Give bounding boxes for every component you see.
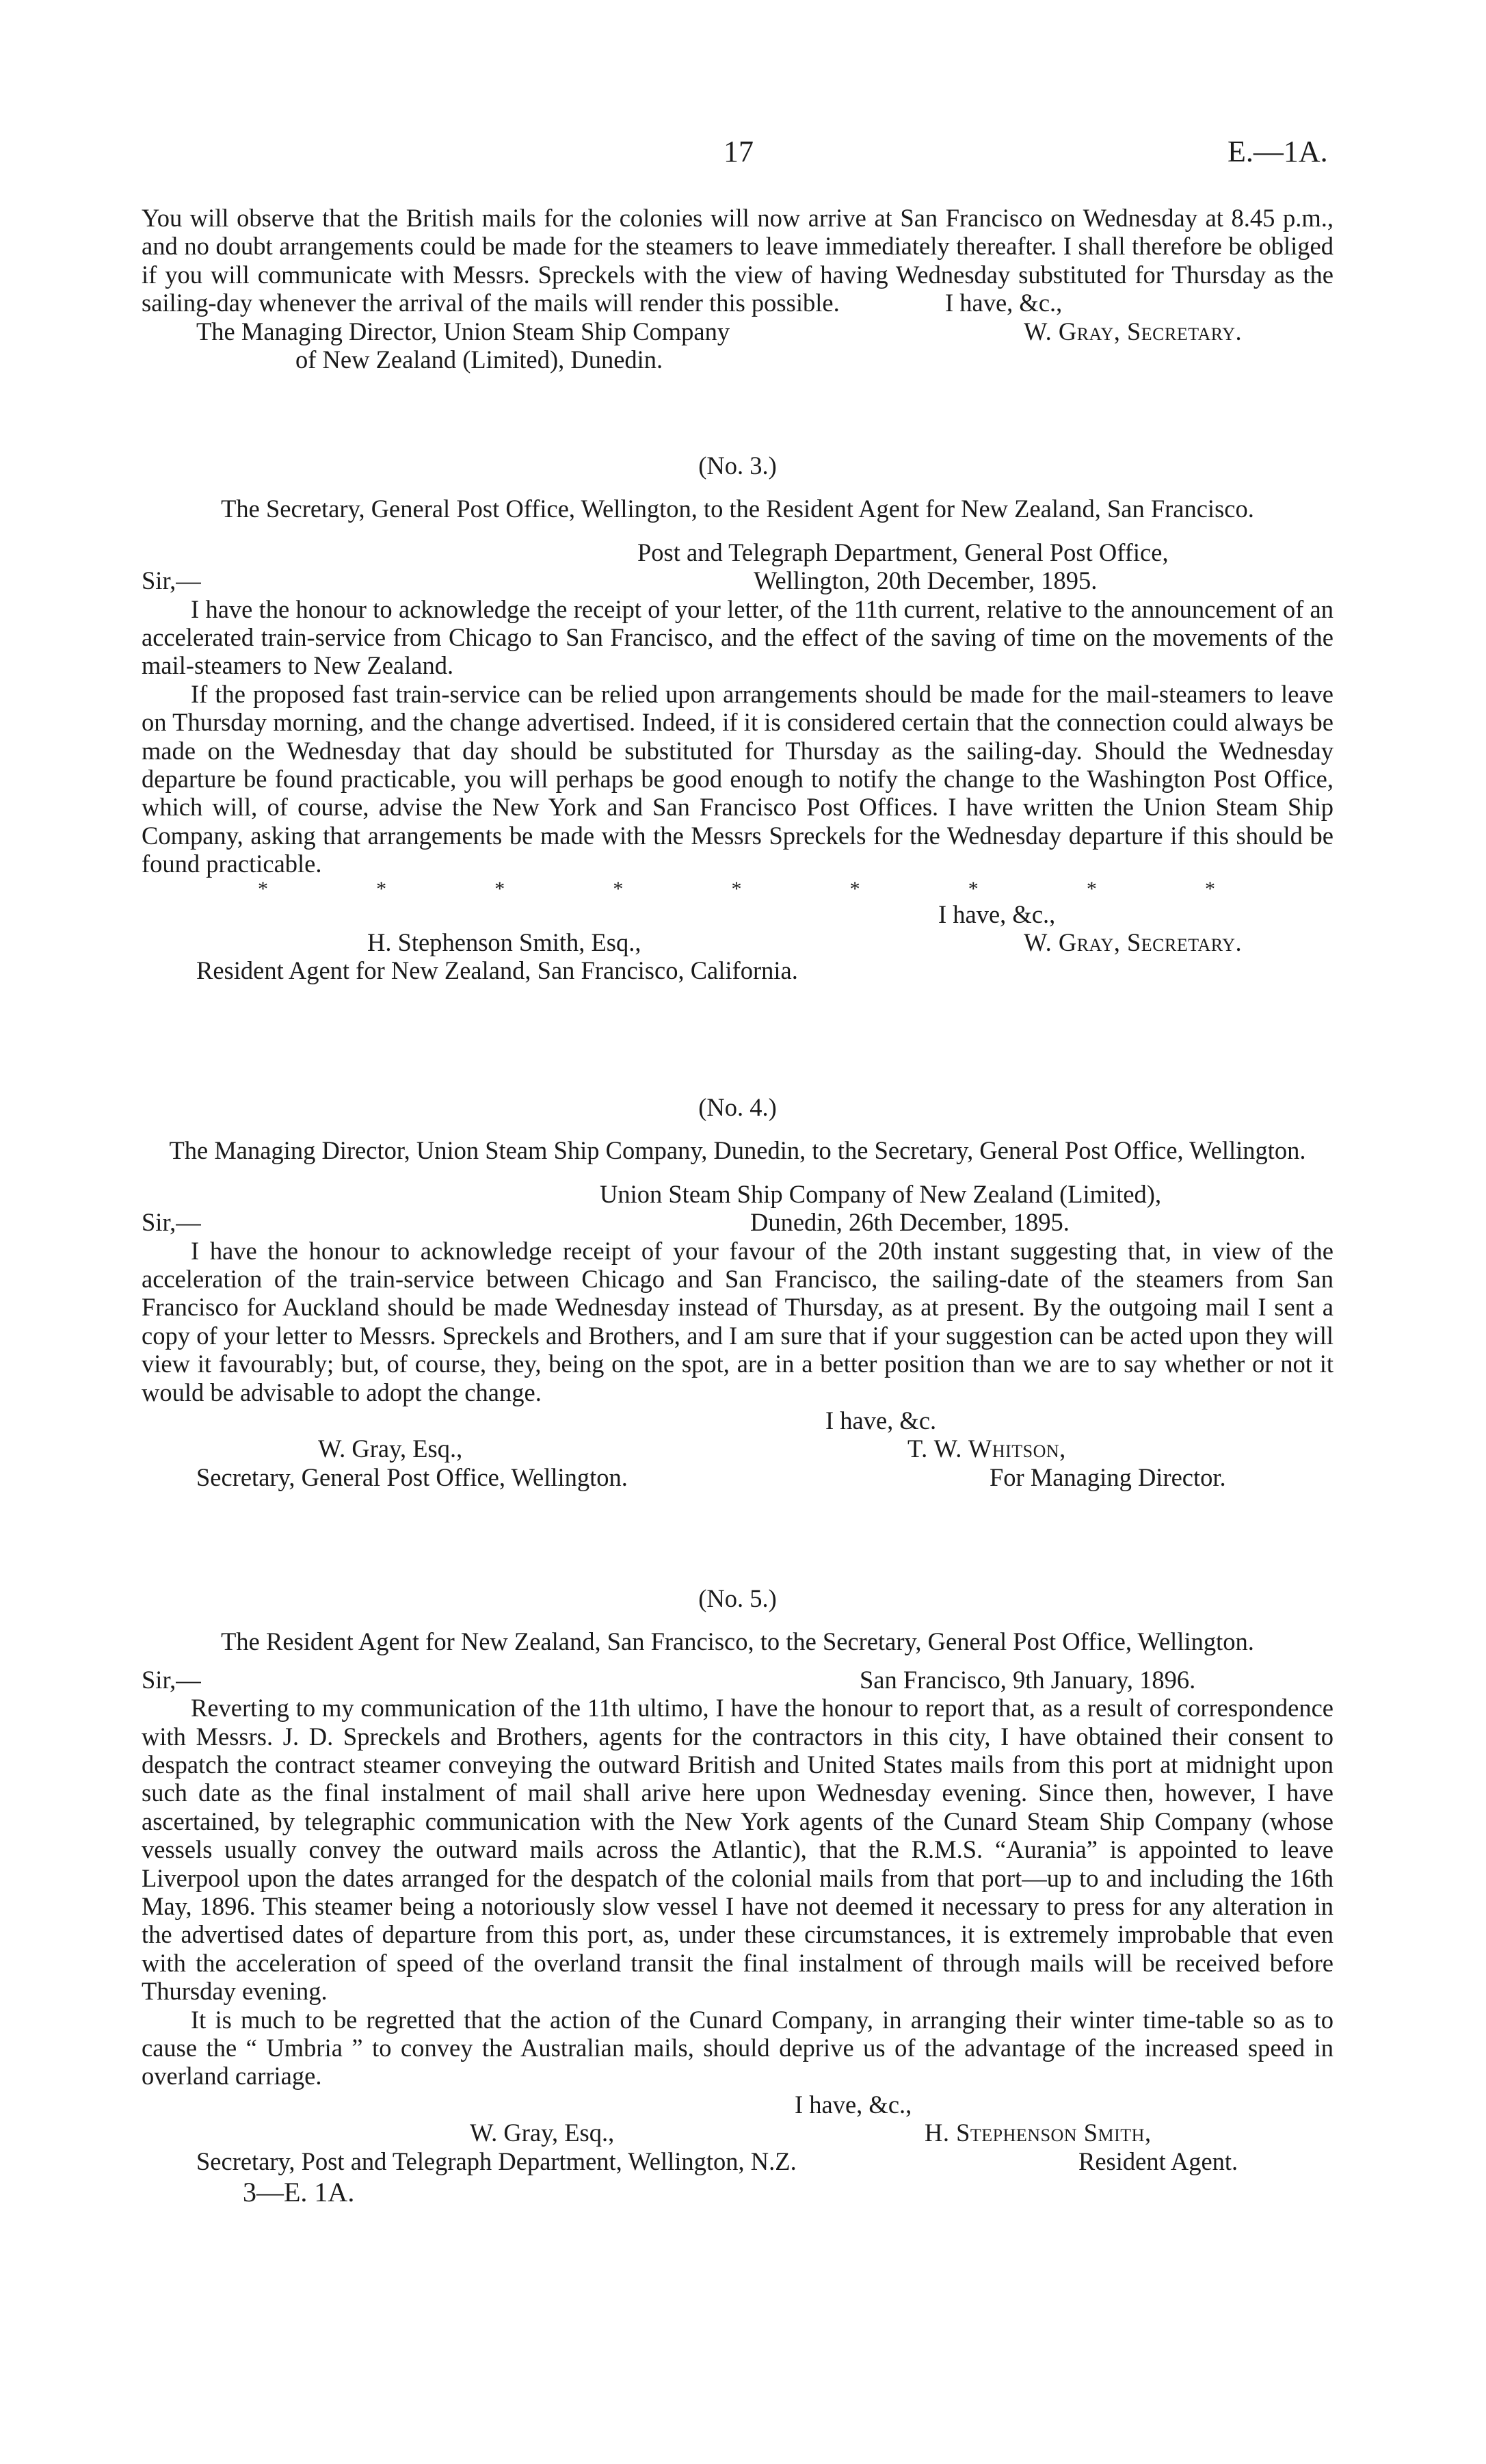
letter-salutation: Sir,— — [142, 1665, 201, 1694]
letter-signature: W. Gray, Secretary. — [1024, 928, 1243, 957]
opening-closing: I have, &c., — [945, 289, 1063, 317]
document-code: E.—1A. — [1228, 135, 1328, 168]
letter-number: (No. 5.) — [698, 1584, 777, 1612]
letter-title: The Managing Director, Union Steam Ship Company, Dunedin, to the Secretary, General Post Office, Wellington. — [169, 1136, 1306, 1165]
letter-signature-title: For Managing Director. — [990, 1463, 1226, 1491]
omission-stars: * * * * * * * * * — [258, 877, 1215, 900]
letter-number: (No. 3.) — [698, 451, 777, 480]
letter-signature-title: Resident Agent. — [1078, 2147, 1238, 2175]
letter-addressee: W. Gray, Esq., — [318, 1434, 463, 1463]
letter-addressee: H. Stephenson Smith, Esq., — [367, 928, 641, 957]
letter-closing: I have, &c., — [795, 2090, 912, 2119]
letter-closing: I have, &c., — [938, 900, 1056, 928]
letter-signature: H. Stephenson Smith, — [925, 2119, 1152, 2147]
letter-no-3 — [142, 451, 1334, 985]
letter-salutation: Sir,— — [142, 1208, 201, 1237]
opening-addressee-line-2: of New Zealand (Limited), Dunedin. — [295, 345, 663, 374]
letter-address-2: Wellington, 20th December, 1895. — [754, 566, 1098, 595]
letter-paragraph: Reverting to my communication of the 11th ultimo, I have the honour to report that, as a result of correspondence with Messrs. J. D. Spreckels and Brothers, agents for the contractors in this city, I have obtained their consent to despatch the contract steamer conveying the outward British and United States mails from this port at midnight upon such date as the final instalment of mail shall arive here upon Wednesday evening. Since then, however, I have ascertained, by telegraphic communication with the New York agents of the Cunard Steam Ship Company (whose vessels usually convey the outward mails across the Atlantic), that the R.M.S. “Aurania” is appointed to leave Liverpool upon the dates arranged for the despatch of the colonial mails from that port—up to and including the 16th May, 1896. This steamer being a notoriously slow vessel I have not deemed it necessary to press for any alteration in the advertised dates of departure from this port, as, under these circumstances, it is extremely improbable that even with the acceleration of speed of the overland transit the final instalment of through mails will be received before Thursday evening. — [142, 1694, 1334, 2006]
letter-salutation: Sir,— — [142, 566, 201, 595]
letter-paragraph: If the proposed fast train-service can be relied upon arrangements should be made for the mail-steamers to leave on Thursday morning, and the change advertised. Indeed, if it is considered certain that the connection could always be made on the Wednesday that day should be substituted for Thursday as the sailing-day. Should the Wednesday departure be found practicable, you will perhaps be good enough to notify the change to the Washington Post Office, which will, of course, advise the New York and San Francisco Post Offices. I have written the Union Steam Ship Company, asking that arrangements be made with the Messrs Spreckels for the Wednesday departure if this should be found practicable. — [142, 679, 1334, 878]
letter-no-4 — [142, 1093, 1334, 1491]
letter-addressee-line-2: Resident Agent for New Zealand, San Francisco, California. — [196, 956, 798, 985]
signature-mark: 3—E. 1A. — [243, 2177, 355, 2208]
letter-addressee-line-2: Secretary, General Post Office, Wellington. — [196, 1463, 628, 1491]
letter-address-2: Dunedin, 26th December, 1895. — [750, 1208, 1070, 1237]
opening-addressee: The Managing Director, Union Steam Ship Company — [196, 317, 730, 345]
letter-paragraph: It is much to be regretted that the action of the Cunard Company, in arranging their winter time-table so as to cause the “ Umbria ” to convey the Australian mails, should deprive us of the advantage of the increased speed in overland carriage. — [142, 2005, 1334, 2091]
letter-paragraph: I have the honour to acknowledge the receipt of your letter, of the 11th current, relative to the announcement of an accelerated train-service from Chicago to San Francisco, and the effect of the saving of time on the movements of the mail-steamers to New Zealand. — [142, 594, 1334, 680]
letter-closing: I have, &c. — [825, 1406, 937, 1435]
letter-signature: T. W. Whitson, — [907, 1434, 1066, 1463]
letter-address-1: Union Steam Ship Company of New Zealand (Limited), — [600, 1179, 1162, 1208]
letter-paragraph: I have the honour to acknowledge receipt of your favour of the 20th instant suggesting that, in view of the acceleration of the train-service between Chicago and San Francisco, the sailing-date of the steamers from San Francisco for Auckland should be made Wednesday instead of Thursday, as at present. By the outgoing mail I sent a copy of your letter to Messrs. Spreckels and Brothers, and I am sure that if your suggestion can be acted upon they will view it favourably; but, of course, they, being on the spot, are in a better position than we are to say whether or not it would be advisable to adopt the change. — [142, 1236, 1334, 1406]
page-number: 17 — [724, 135, 754, 168]
letter-no-5 — [142, 1584, 1334, 2206]
letter-addressee: W. Gray, Esq., — [470, 2119, 615, 2147]
letter-title: The Secretary, General Post Office, Wellington, to the Resident Agent for New Zealand, San Francisco. — [221, 495, 1254, 523]
opening-signature: W. Gray, Secretary. — [1024, 317, 1243, 345]
opening-paragraph: You will observe that the British mails for the colonies will now arrive at San Francisco on Wednesday at 8.45 p.m., and no doubt arrangements could be made for the steamers to leave immediately thereafter. I shall therefore be obliged if you will communicate with Messrs. Spreckels with the view of having Wednesday substituted for Thursday as the sailing-day whenever the arrival of the mails will render this possible. — [142, 204, 1334, 317]
letter-address-2: San Francisco, 9th January, 1896. — [860, 1665, 1196, 1694]
letter-addressee-line-2: Secretary, Post and Telegraph Department, Wellington, N.Z. — [196, 2147, 797, 2175]
letter-address-1: Post and Telegraph Department, General Post Office, — [637, 538, 1169, 566]
letter-title: The Resident Agent for New Zealand, San Francisco, to the Secretary, General Post Office, Wellington. — [221, 1627, 1254, 1656]
letter-number: (No. 4.) — [698, 1093, 777, 1121]
